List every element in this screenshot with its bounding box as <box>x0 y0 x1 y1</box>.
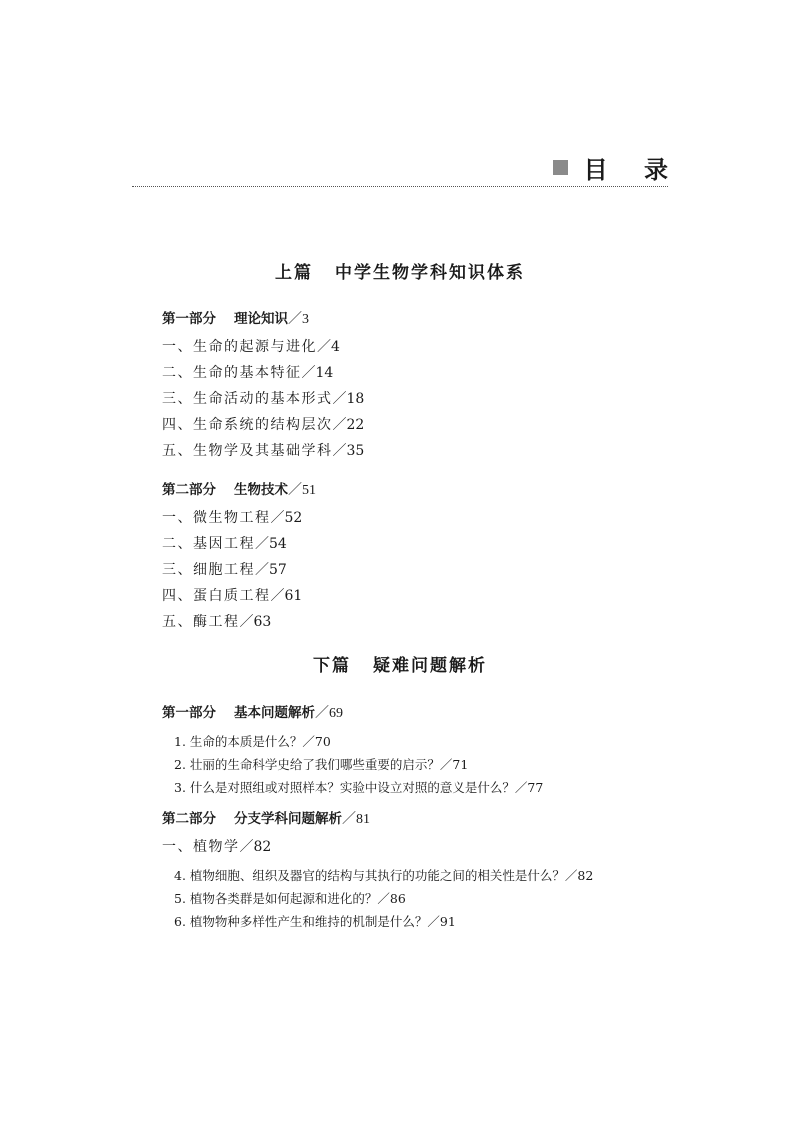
toc-question[interactable]: 4. 植物细胞、组织及器官的结构与其执行的功能之间的相关性是什么？／82 <box>174 868 594 883</box>
toc-question[interactable]: 1. 生命的本质是什么？／70 <box>174 734 331 749</box>
toc-item[interactable]: 三、细胞工程／57 <box>162 562 287 578</box>
part-title: 疑难问题解析 <box>373 656 487 676</box>
toc-item[interactable]: 一、微生物工程／52 <box>162 510 303 526</box>
part-label: 上篇 <box>275 263 313 283</box>
toc-item[interactable]: 一、植物学／82 <box>162 839 272 855</box>
part-title: 中学生物学科知识体系 <box>335 263 525 283</box>
toc-item[interactable]: 四、蛋白质工程／61 <box>162 588 303 604</box>
part-heading-lower <box>0 651 800 676</box>
section-title[interactable]: 第二部分 生物技术／51 <box>162 482 316 498</box>
toc-question[interactable]: 5. 植物各类群是如何起源和进化的？／86 <box>174 891 406 906</box>
toc-item[interactable]: 五、酶工程／63 <box>162 614 272 630</box>
toc-question[interactable]: 6. 植物物种多样性产生和维持的机制是什么？／91 <box>174 914 456 929</box>
toc-item[interactable]: 二、生命的基本特征／14 <box>162 365 334 381</box>
square-bullet-icon <box>553 160 568 175</box>
section-title[interactable]: 第一部分 理论知识／3 <box>162 311 309 327</box>
section-title[interactable]: 第二部分 分支学科问题解析／81 <box>162 811 370 827</box>
part-heading-upper <box>0 258 800 283</box>
toc-item[interactable]: 三、生命活动的基本形式／18 <box>162 391 365 407</box>
toc-section-basic-questions <box>162 700 682 799</box>
section-title[interactable]: 第一部分 基本问题解析／69 <box>162 705 343 721</box>
part-label: 下篇 <box>313 656 351 676</box>
toc-item[interactable]: 四、生命系统的结构层次／22 <box>162 417 365 433</box>
toc-item[interactable]: 五、生物学及其基础学科／35 <box>162 443 365 459</box>
toc-question[interactable]: 2. 壮丽的生命科学史给了我们哪些重要的启示？／71 <box>174 757 469 772</box>
toc-item[interactable]: 二、基因工程／54 <box>162 536 287 552</box>
toc-item[interactable]: 一、生命的起源与进化／4 <box>162 339 340 355</box>
toc-section-branch-questions <box>162 806 682 933</box>
header-divider <box>132 186 668 187</box>
toc-question[interactable]: 3. 什么是对照组或对照样本？实验中设立对照的意义是什么？／77 <box>174 780 544 795</box>
toc-section-biotech <box>162 477 682 635</box>
page-title: 目 录 <box>583 156 682 184</box>
toc-section-theory <box>162 306 682 464</box>
page-header <box>553 150 682 185</box>
